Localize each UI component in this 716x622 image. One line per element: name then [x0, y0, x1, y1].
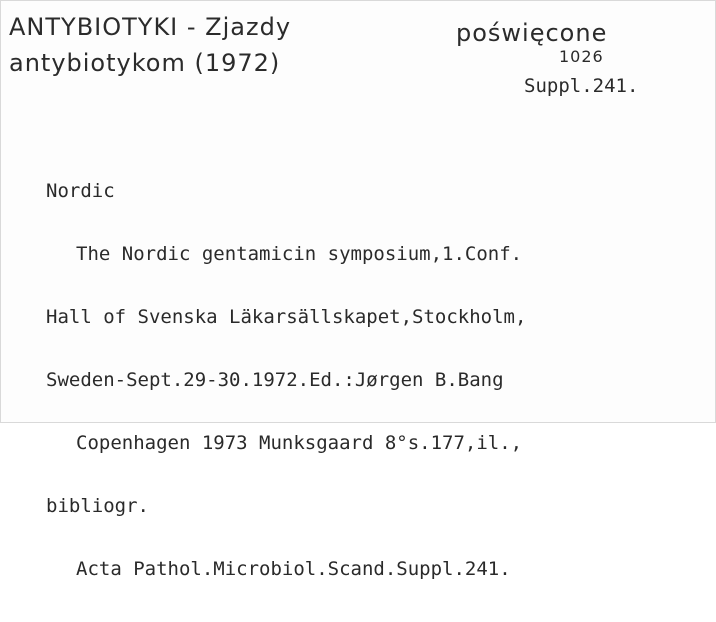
handwritten-subheading: antybiotykom (1972) — [9, 49, 281, 77]
entry-line-series: Acta Pathol.Microbiol.Scand.Suppl.241. — [76, 558, 511, 580]
handwritten-heading-continuation: poświęcone — [456, 19, 608, 47]
handwritten-number: 1026 — [559, 47, 604, 66]
entry-line-date-editor: Sweden-Sept.29-30.1972.Ed.:Jørgen B.Bang — [46, 369, 504, 391]
entry-line-venue: Hall of Svenska Läkarsällskapet,Stockholm, — [46, 306, 527, 328]
entry-line-publication: Copenhagen 1973 Munksgaard 8°s.177,il., — [76, 432, 523, 454]
call-number: Suppl.241. — [524, 75, 639, 97]
entry-line-heading: Nordic — [46, 180, 115, 202]
handwritten-heading: ANTYBIOTYKI - Zjazdy — [9, 13, 292, 41]
card-entry — [46, 139, 526, 622]
entry-line-title: The Nordic gentamicin symposium,1.Conf. — [76, 243, 523, 265]
entry-line-bibliography: bibliogr. — [46, 495, 149, 517]
